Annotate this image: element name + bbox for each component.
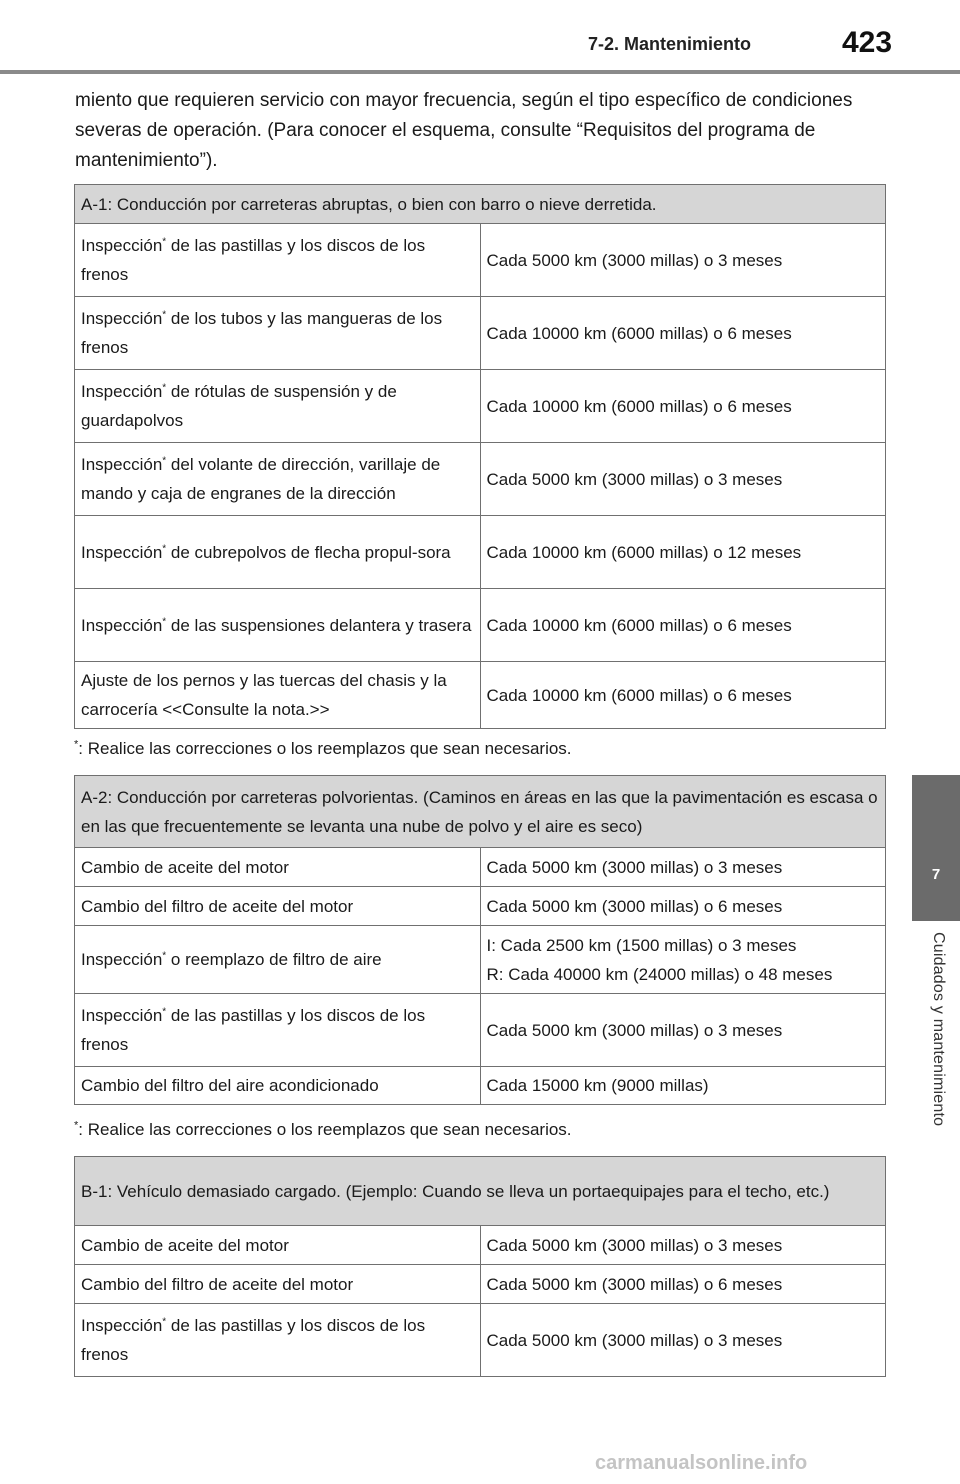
chapter-number: 7 (931, 866, 941, 883)
maintenance-item: Inspección* de cubrepolvos de flecha propul-sora (75, 516, 481, 589)
table-row (75, 297, 886, 370)
table-row (75, 1226, 886, 1265)
table-b1 (74, 1156, 886, 1377)
page-number: 423 (842, 26, 893, 59)
maintenance-item: Inspección* de las pastillas y los discos de los frenos (75, 994, 481, 1067)
maintenance-interval: Cada 5000 km (3000 millas) o 6 meses (480, 1265, 886, 1304)
maintenance-item: Inspección* o reemplazo de filtro de aire (75, 926, 481, 994)
maintenance-interval: Cada 5000 km (3000 millas) o 3 meses (480, 1226, 886, 1265)
table-a1-heading: A-1: Conducción por carreteras abruptas, o bien con barro o nieve derretida. (75, 185, 886, 224)
table-row (75, 1304, 886, 1377)
table-row (75, 926, 886, 994)
maintenance-interval: Cada 5000 km (3000 millas) o 3 meses (480, 994, 886, 1067)
maintenance-item: Inspección* del volante de dirección, varillaje de mando y caja de engranes de la dirección (75, 443, 481, 516)
chapter-tab (912, 775, 960, 921)
maintenance-item: Cambio del filtro de aceite del motor (75, 887, 481, 926)
maintenance-interval: I: Cada 2500 km (1500 millas) o 3 meses R: Cada 40000 km (24000 millas) o 48 meses (480, 926, 886, 994)
table-row (75, 1067, 886, 1105)
table-a2 (74, 775, 886, 1105)
maintenance-interval: Cada 10000 km (6000 millas) o 6 meses (480, 589, 886, 662)
intro-paragraph: miento que requieren servicio con mayor frecuencia, según el tipo específico de condiciones severas de operación. (Para conocer el esquema, consulte “Requisitos del programa de mantenimiento”). (75, 90, 853, 171)
maintenance-item: Inspección* de las pastillas y los discos de los frenos (75, 224, 481, 297)
maintenance-interval: Cada 5000 km (3000 millas) o 6 meses (480, 887, 886, 926)
maintenance-item: Inspección* de las pastillas y los discos de los frenos (75, 1304, 481, 1377)
maintenance-interval: Cada 15000 km (9000 millas) (480, 1067, 886, 1105)
maintenance-interval: Cada 10000 km (6000 millas) o 6 meses (480, 297, 886, 370)
maintenance-item: Ajuste de los pernos y las tuercas del chasis y la carrocería <<Consulte la nota.>> (75, 662, 481, 729)
table-a2-heading: A-2: Conducción por carreteras polvorientas. (Caminos en áreas en las que la pavimentación es escasa o en las que frecuentemente se levanta una nube de polvo y el aire es seco) (75, 776, 886, 848)
maintenance-interval: Cada 5000 km (3000 millas) o 3 meses (480, 224, 886, 297)
table-row (75, 516, 886, 589)
maintenance-item: Inspección* de los tubos y las mangueras de los frenos (75, 297, 481, 370)
table-row (75, 887, 886, 926)
table-b1-heading: B-1: Vehículo demasiado cargado. (Ejemplo: Cuando se lleva un portaequipajes para el techo, etc.) (75, 1157, 886, 1226)
footnote: *: Realice las correcciones o los reemplazos que sean necesarios. (74, 738, 572, 758)
footnote: *: Realice las correcciones o los reemplazos que sean necesarios. (74, 1119, 572, 1139)
maintenance-interval: Cada 5000 km (3000 millas) o 3 meses (480, 443, 886, 516)
maintenance-interval: Cada 10000 km (6000 millas) o 6 meses (480, 662, 886, 729)
section-title: 7-2. Mantenimiento (588, 34, 752, 54)
table-row (75, 994, 886, 1067)
table-row (75, 848, 886, 887)
table-row (75, 589, 886, 662)
table-a1 (74, 184, 886, 729)
maintenance-interval: Cada 5000 km (3000 millas) o 3 meses (480, 848, 886, 887)
maintenance-item: Cambio de aceite del motor (75, 1226, 481, 1265)
maintenance-interval: Cada 10000 km (6000 millas) o 12 meses (480, 516, 886, 589)
maintenance-interval: Cada 5000 km (3000 millas) o 3 meses (480, 1304, 886, 1377)
maintenance-interval: Cada 10000 km (6000 millas) o 6 meses (480, 370, 886, 443)
maintenance-item: Inspección* de rótulas de suspensión y de guardapolvos (75, 370, 481, 443)
table-row (75, 1265, 886, 1304)
maintenance-item: Cambio del filtro del aire acondicionado (75, 1067, 481, 1105)
header-rule (0, 70, 960, 74)
table-row (75, 662, 886, 729)
maintenance-item: Inspección* de las suspensiones delantera y trasera (75, 589, 481, 662)
table-row (75, 443, 886, 516)
table-row (75, 224, 886, 297)
watermark: carmanualsonline.info (595, 1452, 808, 1474)
maintenance-item: Cambio de aceite del motor (75, 848, 481, 887)
chapter-label: Cuidados y mantenimiento (930, 932, 947, 1127)
maintenance-item: Cambio del filtro de aceite del motor (75, 1265, 481, 1304)
table-row (75, 370, 886, 443)
